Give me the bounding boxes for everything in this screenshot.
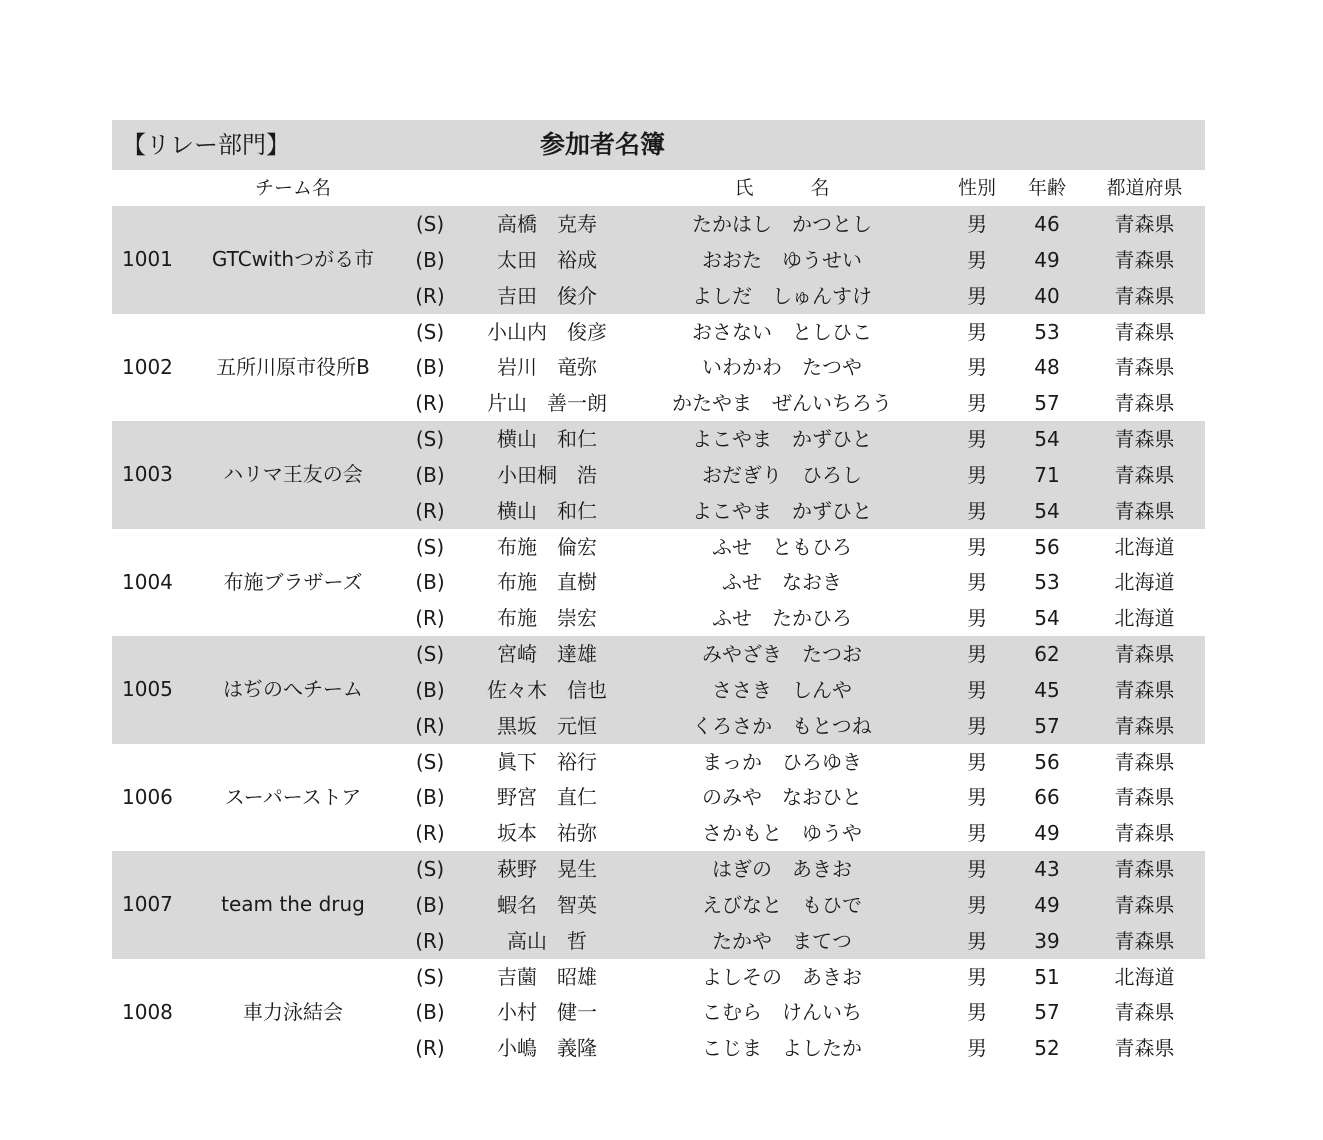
member-position: (B) (415, 785, 445, 810)
member-age: 45 (1034, 677, 1060, 702)
team-block (112, 529, 1205, 637)
member-sex: 男 (967, 964, 987, 989)
member-prefecture: 青森県 (1114, 319, 1175, 344)
member-name-kana: ふせ ともひろ (712, 534, 852, 559)
member-name-kana: まっか ひろゆき (702, 749, 862, 774)
member-row (112, 708, 1205, 744)
member-row (112, 1030, 1205, 1066)
member-position: (S) (415, 534, 445, 559)
member-sex: 男 (967, 427, 987, 451)
member-row (112, 421, 1205, 457)
member-age: 62 (1034, 642, 1060, 666)
member-position: (S) (415, 212, 445, 236)
member-row (112, 493, 1205, 529)
member-name: 横山 和仁 (497, 427, 597, 451)
header-team-name: チーム名 (254, 177, 331, 199)
team-name: はぢのへチーム (223, 677, 363, 701)
member-position: (B) (415, 355, 445, 380)
member-row (112, 314, 1205, 350)
member-prefecture: 青森県 (1114, 212, 1175, 236)
team-list (112, 206, 1205, 1066)
member-age: 66 (1034, 785, 1060, 810)
member-name-kana: いわかわ たつや (702, 355, 862, 380)
member-row (112, 600, 1205, 636)
member-name: 坂本 祐弥 (497, 821, 597, 846)
member-prefecture: 青森県 (1114, 749, 1175, 774)
member-row (112, 457, 1205, 493)
member-sex: 男 (967, 821, 987, 846)
member-position: (S) (415, 857, 445, 881)
member-sex: 男 (967, 247, 987, 272)
member-prefecture: 青森県 (1114, 785, 1175, 810)
team-name: スーパーストア (224, 784, 362, 809)
member-name: 片山 善一朗 (487, 391, 607, 416)
team-block (112, 851, 1205, 959)
member-name-kana: ささき しんや (712, 677, 852, 702)
member-name: 萩野 晃生 (497, 857, 597, 881)
member-name-kana: のみや なおひと (702, 785, 862, 810)
member-row (112, 744, 1205, 780)
member-sex: 男 (967, 642, 987, 666)
member-sex: 男 (967, 892, 987, 917)
member-sex: 男 (967, 391, 987, 416)
member-sex: 男 (967, 606, 987, 631)
member-row (112, 278, 1205, 314)
member-age: 51 (1034, 964, 1060, 989)
header-name: 氏 名 (734, 177, 830, 199)
team-name: 五所川原市役所B (216, 354, 370, 379)
member-sex: 男 (967, 319, 987, 344)
member-prefecture: 青森県 (1114, 1000, 1175, 1025)
member-prefecture: 青森県 (1114, 391, 1175, 416)
member-name-kana: かたやま ぜんいちろう (672, 391, 892, 416)
member-age: 49 (1034, 821, 1060, 846)
team-number: 1001 (122, 247, 173, 271)
member-position: (S) (415, 427, 445, 451)
member-age: 49 (1034, 892, 1060, 917)
member-prefecture: 青森県 (1114, 283, 1175, 308)
member-name-kana: えびなと もひで (702, 892, 862, 917)
member-row (112, 994, 1205, 1030)
member-sex: 男 (967, 283, 987, 308)
title-bar (112, 120, 1205, 170)
member-age: 43 (1034, 857, 1060, 881)
member-age: 57 (1034, 1000, 1060, 1025)
member-age: 54 (1034, 606, 1060, 631)
member-name: 高橋 克寿 (497, 212, 597, 236)
member-name-kana: よこやま かずひと (692, 427, 872, 451)
member-prefecture: 青森県 (1114, 427, 1175, 451)
member-position: (S) (415, 319, 445, 344)
member-position: (B) (415, 570, 445, 595)
member-prefecture: 青森県 (1114, 642, 1175, 666)
member-sex: 男 (967, 857, 987, 881)
member-name-kana: よこやま かずひと (692, 498, 872, 523)
team-name: 車力泳結会 (243, 999, 343, 1024)
team-number: 1008 (122, 999, 173, 1024)
member-row (112, 923, 1205, 959)
team-number: 1006 (122, 784, 173, 809)
member-age: 53 (1034, 570, 1060, 595)
member-position: (S) (415, 642, 445, 666)
member-position: (B) (415, 892, 445, 917)
member-name-kana: さかもと ゆうや (702, 821, 862, 846)
member-age: 56 (1034, 534, 1060, 559)
member-row (112, 242, 1205, 278)
member-name: 野宮 直仁 (497, 785, 597, 810)
member-name: 佐々木 信也 (487, 677, 607, 702)
member-prefecture: 青森県 (1114, 821, 1175, 846)
roster-sheet (112, 120, 1205, 1066)
member-name-kana: おおた ゆうせい (702, 247, 862, 272)
member-position: (S) (415, 964, 445, 989)
member-prefecture: 北海道 (1114, 606, 1175, 631)
team-number: 1007 (122, 892, 173, 916)
member-row (112, 564, 1205, 600)
member-prefecture: 北海道 (1114, 534, 1175, 559)
member-position: (R) (415, 1036, 445, 1061)
member-row (112, 206, 1205, 242)
member-sex: 男 (967, 749, 987, 774)
team-block (112, 636, 1205, 744)
member-name-kana: おさない としひこ (692, 319, 872, 344)
member-position: (R) (415, 283, 445, 308)
member-name: 小田桐 浩 (497, 462, 597, 487)
member-prefecture: 青森県 (1114, 355, 1175, 380)
team-name: team the drug (221, 892, 365, 916)
member-position: (R) (415, 391, 445, 416)
member-position: (B) (415, 247, 445, 272)
member-row (112, 529, 1205, 565)
member-name: 太田 裕成 (497, 247, 597, 272)
team-number: 1005 (122, 677, 173, 701)
member-sex: 男 (967, 785, 987, 810)
member-sex: 男 (967, 212, 987, 236)
member-sex: 男 (967, 1000, 987, 1025)
member-name-kana: たかや まてつ (712, 928, 852, 953)
member-name: 横山 和仁 (497, 498, 597, 523)
member-position: (R) (415, 928, 445, 953)
header-sex: 性別 (957, 177, 996, 199)
member-position: (S) (415, 749, 445, 774)
member-sex: 男 (967, 677, 987, 702)
member-name: 小嶋 義隆 (497, 1036, 597, 1061)
member-age: 39 (1034, 928, 1060, 953)
document-title: 参加者名簿 (540, 130, 666, 159)
member-age: 54 (1034, 427, 1060, 451)
member-age: 71 (1034, 462, 1060, 487)
member-position: (R) (415, 606, 445, 631)
member-age: 53 (1034, 319, 1060, 344)
member-sex: 男 (967, 713, 987, 738)
team-number: 1002 (122, 354, 173, 379)
member-name: 吉田 俊介 (497, 283, 597, 308)
member-name: 吉薗 昭雄 (497, 964, 597, 989)
member-age: 56 (1034, 749, 1060, 774)
member-position: (B) (415, 677, 445, 702)
team-block (112, 959, 1205, 1067)
member-name-kana: たかはし かつとし (692, 212, 872, 236)
team-number: 1004 (122, 569, 173, 594)
member-prefecture: 青森県 (1114, 928, 1175, 953)
header-age: 年齢 (1027, 177, 1066, 199)
member-prefecture: 北海道 (1114, 964, 1175, 989)
member-age: 49 (1034, 247, 1060, 272)
member-name: 布施 倫宏 (497, 534, 597, 559)
member-name-kana: はぎの あきお (712, 857, 852, 881)
team-name: ハリマ王友の会 (223, 462, 363, 486)
member-name: 小村 健一 (497, 1000, 597, 1025)
member-row (112, 385, 1205, 421)
team-number: 1003 (122, 462, 173, 486)
team-block (112, 744, 1205, 852)
member-age: 52 (1034, 1036, 1060, 1061)
team-block (112, 206, 1205, 314)
member-age: 57 (1034, 391, 1060, 416)
member-row (112, 887, 1205, 923)
member-prefecture: 青森県 (1114, 498, 1175, 523)
member-sex: 男 (967, 498, 987, 523)
member-name-kana: おだぎり ひろし (702, 462, 862, 487)
member-name: 岩川 竜弥 (497, 355, 597, 380)
member-position: (R) (415, 713, 445, 738)
member-row (112, 672, 1205, 708)
member-name-kana: こむら けんいち (702, 1000, 862, 1025)
member-prefecture: 青森県 (1114, 462, 1175, 487)
member-row (112, 779, 1205, 815)
member-row (112, 349, 1205, 385)
member-age: 57 (1034, 713, 1060, 738)
member-position: (B) (415, 462, 445, 487)
member-name-kana: ふせ なおき (722, 570, 842, 595)
member-name: 黒坂 元恒 (497, 713, 597, 738)
member-age: 48 (1034, 355, 1060, 380)
member-prefecture: 青森県 (1114, 892, 1175, 917)
member-sex: 男 (967, 1036, 987, 1061)
member-prefecture: 青森県 (1114, 1036, 1175, 1061)
member-name: 眞下 裕行 (497, 749, 597, 774)
member-position: (B) (415, 1000, 445, 1025)
member-position: (R) (415, 821, 445, 846)
member-name: 布施 直樹 (497, 570, 597, 595)
member-name-kana: よしだ しゅんすけ (692, 283, 872, 308)
team-name: GTCwithつがる市 (211, 247, 375, 271)
member-name-kana: みやざき たつお (702, 642, 862, 666)
member-prefecture: 青森県 (1114, 713, 1175, 738)
team-name: 布施ブラザーズ (223, 569, 363, 594)
member-age: 40 (1034, 283, 1060, 308)
member-row (112, 815, 1205, 851)
member-prefecture: 青森県 (1114, 857, 1175, 881)
member-sex: 男 (967, 534, 987, 559)
member-name-kana: くろさか もとつね (692, 713, 872, 738)
member-name: 布施 崇宏 (497, 606, 597, 631)
member-row (112, 636, 1205, 672)
member-sex: 男 (967, 570, 987, 595)
member-name-kana: こじま よしたか (702, 1036, 862, 1061)
member-sex: 男 (967, 355, 987, 380)
member-sex: 男 (967, 928, 987, 953)
member-name: 高山 哲 (507, 928, 587, 953)
header-prefecture: 都道府県 (1106, 177, 1183, 199)
member-prefecture: 青森県 (1114, 677, 1175, 702)
member-age: 46 (1034, 212, 1060, 236)
member-age: 54 (1034, 498, 1060, 523)
member-position: (R) (415, 498, 445, 523)
member-name-kana: よしその あきお (702, 964, 862, 989)
team-block (112, 314, 1205, 422)
member-name: 小山内 俊彦 (487, 319, 607, 344)
member-row (112, 851, 1205, 887)
member-prefecture: 北海道 (1114, 570, 1175, 595)
column-header-row (112, 170, 1205, 206)
member-name-kana: ふせ たかひろ (712, 606, 852, 631)
team-block (112, 421, 1205, 529)
section-label: 【リレー部門】 (122, 131, 290, 159)
member-prefecture: 青森県 (1114, 247, 1175, 272)
member-name: 宮崎 達雄 (497, 642, 597, 666)
member-sex: 男 (967, 462, 987, 487)
member-row (112, 959, 1205, 995)
member-name: 蝦名 智英 (497, 892, 597, 917)
